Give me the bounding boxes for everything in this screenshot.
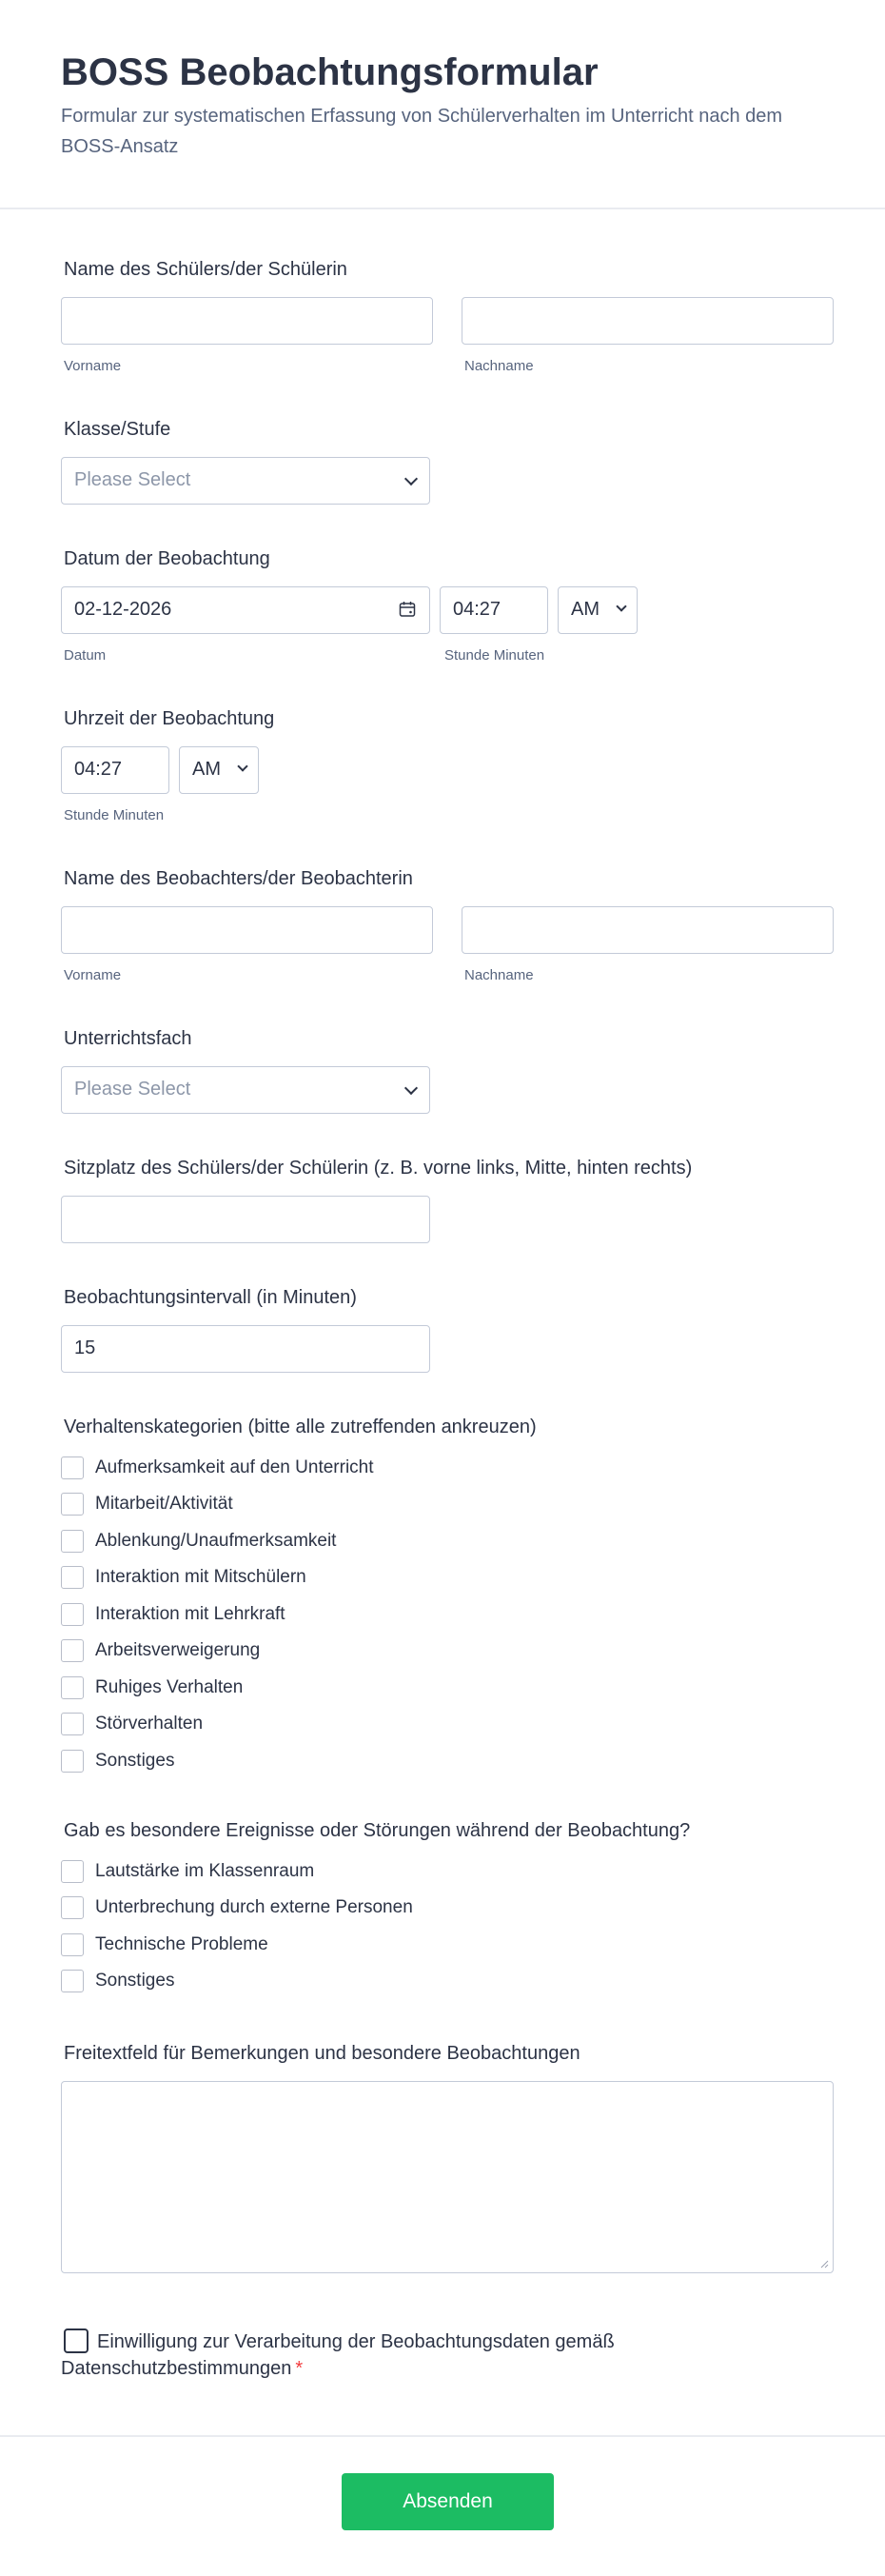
checkbox[interactable] <box>61 1530 84 1553</box>
observer-name-label: Name des Beobachters/der Beobachterin <box>64 868 413 889</box>
observation-time-field <box>61 706 832 830</box>
checkbox[interactable] <box>61 1896 84 1919</box>
behavior-option-label: Interaktion mit Lehrkraft <box>95 1604 285 1624</box>
remarks-label: Freitextfeld für Bemerkungen und besondere Beobachtungen <box>64 2043 580 2064</box>
events-option[interactable] <box>61 1932 268 1957</box>
behavior-option-label: Störverhalten <box>95 1714 204 1734</box>
checkbox[interactable] <box>61 1970 84 1992</box>
seat-label: Sitzplatz des Schülers/der Schülerin (z. B. vorne links, Mitte, hinten rechts) <box>64 1158 693 1179</box>
behavior-option-label: Ablenkung/Unaufmerksamkeit <box>95 1531 337 1551</box>
student-name-field <box>61 257 832 381</box>
behavior-option[interactable] <box>61 1456 374 1480</box>
chevron-down-icon <box>404 472 418 485</box>
form-footer <box>0 2435 885 2576</box>
chevron-down-icon <box>237 761 247 771</box>
behavior-option-label: Arbeitsverweigerung <box>95 1640 261 1660</box>
observer-last-name-sublabel: Nachname <box>464 967 534 983</box>
subject-field <box>61 1026 832 1121</box>
subject-placeholder: Please Select <box>74 1079 191 1100</box>
interval-field <box>61 1285 832 1380</box>
class-level-select[interactable] <box>61 457 430 505</box>
checkbox[interactable] <box>61 1860 84 1883</box>
events-option-label: Technische Probleme <box>95 1934 268 1954</box>
observation-date-sublabel: Datum <box>64 647 107 664</box>
observation-time-sublabel: Stunde Minuten <box>64 807 165 823</box>
observation-date-field <box>61 546 832 670</box>
behavior-option[interactable] <box>61 1492 233 1516</box>
seat-input[interactable] <box>61 1196 430 1243</box>
events-field <box>61 1818 832 1990</box>
behavior-option[interactable] <box>61 1749 174 1773</box>
behavior-option-label: Aufmerksamkeit auf den Unterricht <box>95 1457 374 1477</box>
observer-last-name-input[interactable] <box>462 906 834 954</box>
class-level-label: Klasse/Stufe <box>64 419 171 440</box>
behavior-option-label: Sonstiges <box>95 1751 175 1771</box>
remarks-field <box>61 2041 832 2279</box>
checkbox[interactable] <box>61 1566 84 1589</box>
events-option-label: Sonstiges <box>95 1971 175 1991</box>
required-mark: * <box>295 2358 304 2379</box>
checkbox[interactable] <box>61 1750 84 1773</box>
resize-handle-icon[interactable] <box>819 2259 829 2269</box>
events-option[interactable] <box>61 1969 174 1993</box>
form-header <box>0 0 885 209</box>
behavior-label: Verhaltenskategorien (bitte alle zutreffenden ankreuzen) <box>64 1417 537 1437</box>
student-first-name-sublabel: Vorname <box>64 358 122 374</box>
observer-first-name-sublabel: Vorname <box>64 967 122 983</box>
observation-time-label: Uhrzeit der Beobachtung <box>64 708 275 729</box>
events-option[interactable] <box>61 1895 413 1920</box>
form-subtitle: Formular zur systematischen Erfassung von Schülerverhalten im Unterricht nach dem BOSS-Ansatz <box>61 106 783 157</box>
student-name-label: Name des Schülers/der Schülerin <box>64 259 347 280</box>
events-label: Gab es besondere Ereignisse oder Störungen während der Beobachtung? <box>64 1820 691 1841</box>
observation-time-ampm-select[interactable] <box>179 746 259 794</box>
events-option-label: Unterbrechung durch externe Personen <box>95 1897 413 1917</box>
consent-checkbox[interactable] <box>64 2328 88 2353</box>
consent-label: Einwilligung zur Verarbeitung der Beobachtungsdaten gemäß Datenschutzbestimmungen <box>61 2331 615 2379</box>
interval-label: Beobachtungsintervall (in Minuten) <box>64 1287 357 1308</box>
behavior-option[interactable] <box>61 1712 203 1736</box>
behavior-option[interactable] <box>61 1565 306 1590</box>
checkbox[interactable] <box>61 1933 84 1956</box>
observation-date-time-input[interactable]: 04:27 <box>440 586 548 634</box>
form-title: BOSS Beobachtungsformular <box>61 51 599 93</box>
observation-date-ampm-value: AM <box>571 599 600 620</box>
observation-date-ampm-select[interactable] <box>558 586 638 634</box>
checkbox[interactable] <box>61 1603 84 1626</box>
subject-label: Unterrichtsfach <box>64 1028 192 1049</box>
observation-date-label: Datum der Beobachtung <box>64 548 270 569</box>
submit-button[interactable]: Absenden <box>342 2473 554 2530</box>
consent-label-wrap <box>61 2328 832 2382</box>
observation-date-input[interactable] <box>61 586 430 634</box>
class-level-placeholder: Please Select <box>74 469 191 490</box>
observation-date-value: 02-12-2026 <box>74 599 172 620</box>
behavior-option[interactable] <box>61 1675 243 1700</box>
events-option[interactable] <box>61 1859 314 1884</box>
consent-field <box>61 2328 832 2386</box>
observation-date-time-sublabel: Stunde Minuten <box>444 647 545 664</box>
chevron-down-icon <box>616 601 626 611</box>
chevron-down-icon <box>404 1081 418 1095</box>
behavior-field <box>61 1415 832 1776</box>
interval-input[interactable]: 15 <box>61 1325 430 1373</box>
behavior-option[interactable] <box>61 1529 336 1554</box>
observation-time-input[interactable]: 04:27 <box>61 746 169 794</box>
behavior-option-label: Mitarbeit/Aktivität <box>95 1494 233 1514</box>
behavior-option[interactable] <box>61 1602 285 1627</box>
checkbox[interactable] <box>61 1493 84 1516</box>
checkbox[interactable] <box>61 1639 84 1662</box>
checkbox[interactable] <box>61 1456 84 1479</box>
student-first-name-input[interactable] <box>61 297 433 345</box>
student-last-name-sublabel: Nachname <box>464 358 534 374</box>
observer-first-name-input[interactable] <box>61 906 433 954</box>
student-last-name-input[interactable] <box>462 297 834 345</box>
subject-select[interactable] <box>61 1066 430 1114</box>
seat-field <box>61 1156 832 1251</box>
behavior-option-label: Interaktion mit Mitschülern <box>95 1567 306 1587</box>
checkbox[interactable] <box>61 1713 84 1735</box>
observation-time-ampm-value: AM <box>192 759 221 780</box>
behavior-option[interactable] <box>61 1638 260 1663</box>
remarks-textarea[interactable] <box>61 2081 834 2273</box>
class-level-field <box>61 417 832 512</box>
events-option-label: Lautstärke im Klassenraum <box>95 1861 315 1881</box>
observer-name-field <box>61 866 832 990</box>
checkbox[interactable] <box>61 1676 84 1699</box>
behavior-option-label: Ruhiges Verhalten <box>95 1677 244 1697</box>
calendar-icon[interactable] <box>399 601 416 618</box>
